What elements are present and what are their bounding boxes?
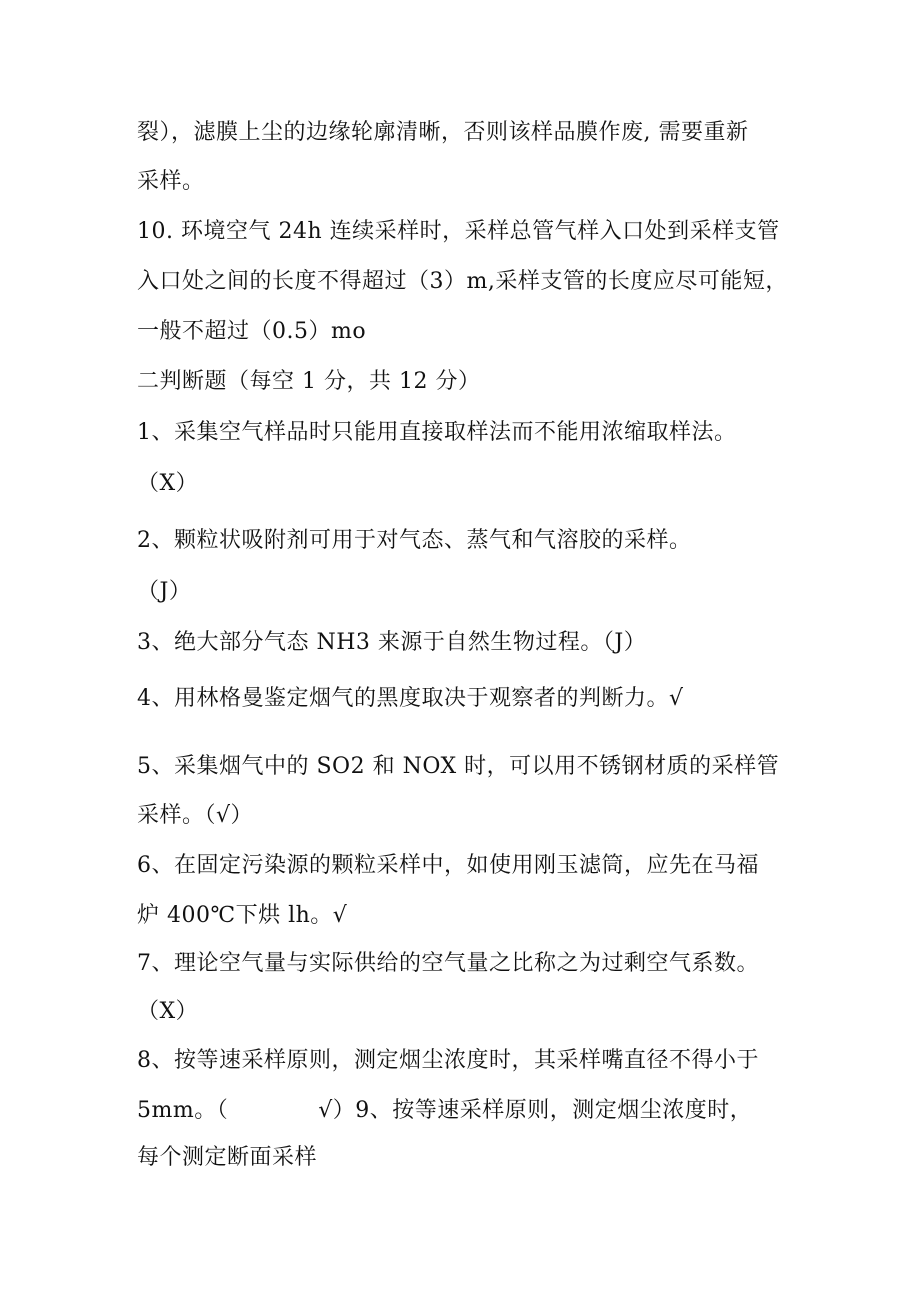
judgment-item-5: 5、采集烟气中的 SO2 和 NOX 时，可以用不锈钢材质的采样管 xyxy=(137,754,780,779)
text-line xyxy=(137,1096,752,1126)
judgment-item-4: 4、用林格曼鉴定烟气的黑度取决于观察者的判断力。√ xyxy=(137,686,684,711)
judgment-item-1: 1、采集空气样品时只能用直接取样法而不能用浓缩取样法。 xyxy=(137,420,737,445)
judgment-item-3: 3、绝大部分气态 NH3 来源于自然生物过程。（J） xyxy=(137,630,647,655)
line-segment-left: 5mm。（ xyxy=(137,1098,229,1123)
text-line: 采样。 xyxy=(137,169,205,194)
judgment-item-7: 7、理论空气量与实际供给的空气量之比称之为过剩空气系数。 xyxy=(137,951,759,976)
judgment-item-2: 2、颗粒状吸附剂可用于对气态、蒸气和气溶胶的采样。 xyxy=(137,528,692,553)
answer-mark: （J） xyxy=(137,579,192,604)
text-line: 采样。（√） xyxy=(137,803,254,828)
text-line: 入口处之间的长度不得超过（3）m,采样支管的长度应尽可能短， xyxy=(137,269,788,294)
answer-mark: （X） xyxy=(137,471,199,496)
text-line: 裂），滤膜上尘的边缘轮廓清晰，否则该样品膜作废, 需要重新 xyxy=(137,120,749,145)
text-line: 一般不超过（0.5）mo xyxy=(137,319,367,344)
text-line: 每个测定断面采样 xyxy=(137,1145,318,1170)
judgment-item-8: 8、按等速采样原则，测定烟尘浓度时，其采样嘴直径不得小于 xyxy=(137,1048,759,1073)
line-segment-right: √）9、按等速采样原则，测定烟尘浓度时， xyxy=(318,1098,753,1123)
judgment-item-6: 6、在固定污染源的颗粒采样中，如使用刚玉滤筒，应先在马福 xyxy=(137,853,759,878)
answer-mark: （X） xyxy=(137,999,199,1024)
question-10-line: 10. 环境空气 24h 连续采样时，采样总管气样入口处到采样支管 xyxy=(137,219,780,244)
text-line: 炉 400℃下烘 lh。√ xyxy=(137,903,348,928)
section-heading: 二判断题（每空 1 分，共 12 分） xyxy=(137,369,481,394)
